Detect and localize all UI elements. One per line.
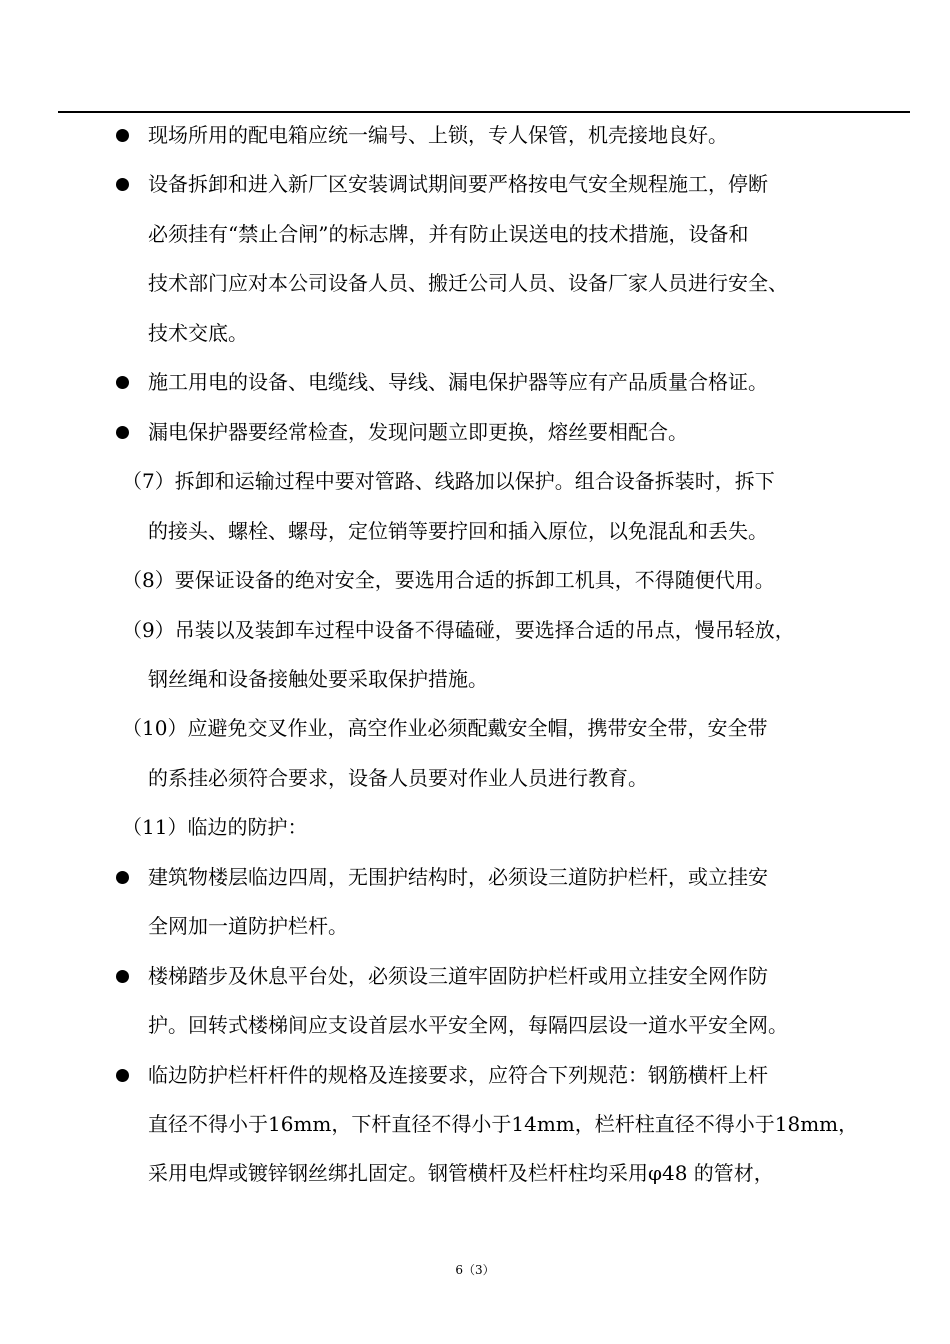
bullet-item-line: 技术交底。 [148,320,248,345]
numbered-item-line: 的系挂必须符合要求，设备人员要对作业人员进行教育。 [148,765,648,790]
bullet-item-line: 必须挂有“禁止合闸”的标志牌，并有防止误送电的技术措施，设备和 [148,221,749,246]
bullet-item-line: 漏电保护器要经常检查，发现问题立即更换，熔丝要相配合。 [148,419,688,444]
bullet-icon [116,129,129,142]
bullet-item-line: 楼梯踏步及休息平台处，必须设三道牢固防护栏杆或用立挂安全网作防 [148,963,768,988]
bullet-item-line: 全网加一道防护栏杆。 [148,914,348,939]
bullet-item-line: 采用电焊或镀锌钢丝绑扎固定。钢管横杆及栏杆柱均采用φ48 的管材， [148,1161,774,1186]
bullet-icon [116,1069,129,1082]
bullet-icon [116,178,129,191]
bullet-icon [116,970,129,983]
bullet-item-line: 现场所用的配电箱应统一编号、上锁，专人保管，机壳接地良好。 [148,123,728,147]
bullet-item-line: 施工用电的设备、电缆线、导线、漏电保护器等应有产品质量合格证。 [148,370,768,395]
bullet-icon [116,376,129,389]
bullet-item-line: 直径不得小于16mm，下杆直径不得小于14mm，栏杆柱直径不得小于18mm， [148,1112,859,1136]
bullet-icon [116,871,129,884]
numbered-item-line: （9）吊装以及装卸车过程中设备不得磕碰，要选择合适的吊点，慢吊轻放， [122,617,795,642]
bullet-item-line: 设备拆卸和进入新厂区安装调试期间要严格按电气安全规程施工，停断 [148,172,768,197]
bullet-item-line: 护。回转式楼梯间应支设首层水平安全网，每隔四层设一道水平安全网。 [148,1013,788,1038]
numbered-item-line: （8）要保证设备的绝对安全，要选用合适的拆卸工机具，不得随便代用。 [122,568,775,593]
header-rule [58,111,910,113]
page-number: 6（3） [455,1263,495,1277]
numbered-item-line: （10）应避免交叉作业，高空作业必须配戴安全帽，携带安全带，安全带 [122,716,768,741]
bullet-item-line: 临边防护栏杆杆件的规格及连接要求，应符合下列规范：钢筋横杆上杆 [148,1062,768,1087]
bullet-icon [116,426,129,439]
bullet-item-line: 建筑物楼层临边四周，无围护结构时，必须设三道防护栏杆，或立挂安 [148,864,768,889]
numbered-item-line: （7）拆卸和运输过程中要对管路、线路加以保护。组合设备拆装时，拆下 [122,469,775,494]
numbered-item-line: 钢丝绳和设备接触处要采取保护措施。 [148,666,488,691]
numbered-item-line: （11）临边的防护： [122,815,308,840]
bullet-item-line: 技术部门应对本公司设备人员、搬迁公司人员、设备厂家人员进行安全、 [148,271,788,296]
numbered-item-line: 的接头、螺栓、螺母，定位销等要拧回和插入原位，以免混乱和丢失。 [148,518,768,543]
